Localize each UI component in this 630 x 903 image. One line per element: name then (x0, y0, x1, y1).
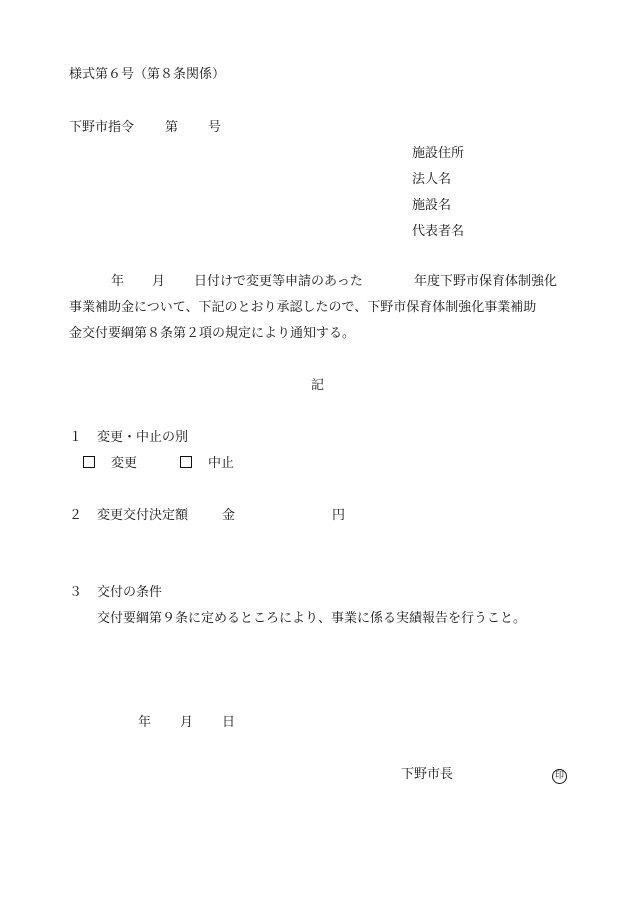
doc-number-go: 号 (208, 120, 222, 135)
item3-label: 交付の条件 (97, 585, 163, 600)
date-tsuki: 月 (180, 715, 194, 730)
item2-kin: 金 (222, 508, 236, 523)
body-line2: 事業補助金について、下記のとおり承認したので、下野市保育体制強化事業補助 (69, 300, 537, 315)
checkbox-cancel[interactable] (180, 456, 192, 472)
item2-label: 変更交付決定額 (97, 508, 189, 523)
date-nen: 年 (138, 715, 152, 730)
body-line1-text-a: 日付けで変更等申請のあった (194, 274, 363, 289)
item1-label: 変更・中止の別 (97, 430, 189, 445)
item3-number: ３ (69, 585, 83, 600)
body-line3: 金交付要綱第８条第２項の規定により通知する。 (69, 326, 356, 341)
item3-text: 交付要綱第９条に定めるところにより、事業に係る実績報告を行うこと。 (97, 611, 527, 626)
item2-en: 円 (332, 508, 346, 523)
checkbox-change[interactable] (83, 456, 95, 472)
doc-number-prefix: 下野市指令 (69, 120, 135, 135)
item1-number: １ (69, 430, 83, 445)
checkbox-cancel-label: 中止 (208, 456, 235, 471)
recipient-address-label: 施設住所 (412, 146, 465, 161)
body-line1-tsuki: 月 (152, 274, 166, 289)
body-line1-text-b: 年度下野市保育体制強化 (414, 274, 558, 289)
checkbox-change-label: 変更 (111, 456, 138, 471)
form-header: 様式第６号（第８条関係） (69, 67, 226, 82)
recipient-facility-label: 施設名 (412, 198, 452, 213)
date-hi: 日 (222, 715, 236, 730)
seal-icon: 印 (552, 769, 567, 784)
item2-number: ２ (69, 508, 83, 523)
recipient-rep-label: 代表者名 (412, 224, 465, 239)
seal-mark (552, 767, 567, 784)
checkbox-cancel-box[interactable] (180, 456, 192, 468)
doc-number-dai: 第 (165, 120, 179, 135)
body-line1-nen: 年 (111, 274, 125, 289)
recipient-corp-label: 法人名 (412, 172, 452, 187)
signature-title: 下野市長 (401, 767, 454, 782)
ki-heading: 記 (311, 378, 325, 393)
checkbox-change-box[interactable] (83, 456, 95, 468)
